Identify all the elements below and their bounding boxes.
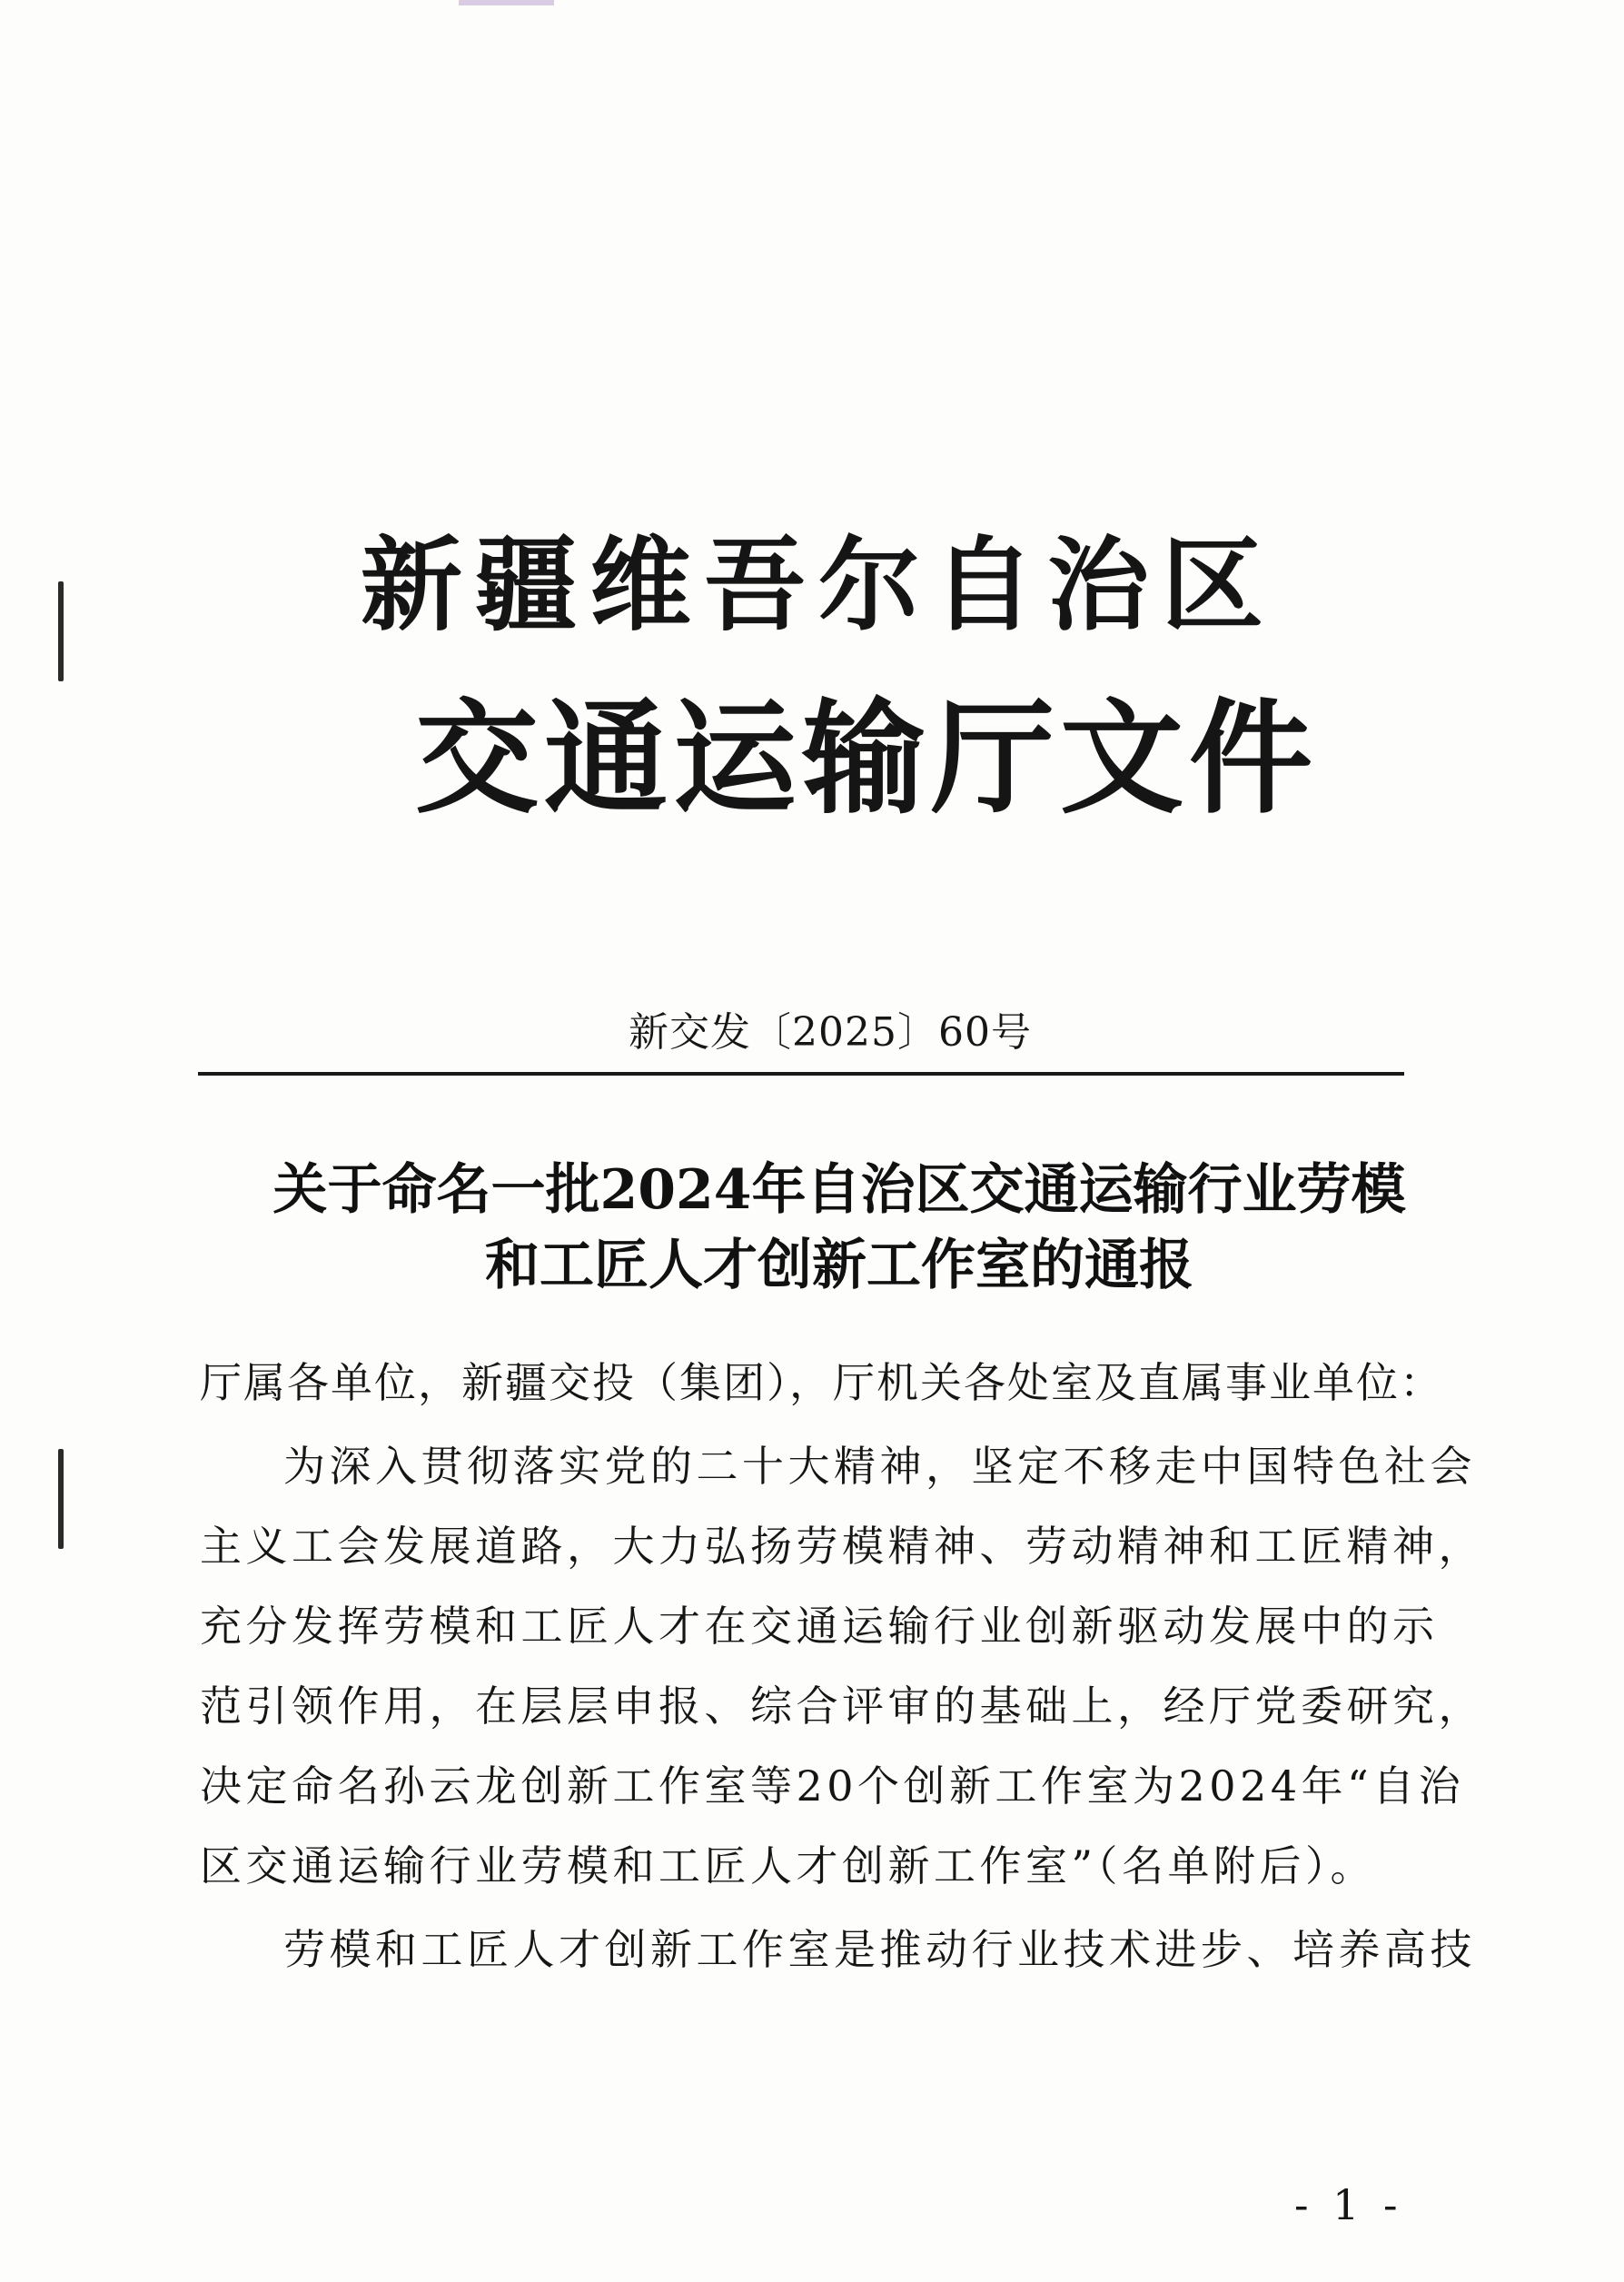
notice-title-line-2: 和工匠人才创新工作室的通报 [485,1234,1193,1297]
salutation: 厅属各单位，新疆交投（集团），厅机关各处室及直属事业单位： [200,1358,1443,1407]
paragraph-1-line-4: 范引领作用，在层层申报、综合评审的基础上，经厅党委研究， [200,1682,1484,1731]
issuer-line-2: 交通运输厅文件 [415,686,1318,831]
paragraph-1-line-5: 决定命名孙云龙创新工作室等20个创新工作室为2024年“自治 [200,1761,1465,1811]
paragraph-1-line-2: 主义工会发展道路，大力弘扬劳模精神、劳动精神和工匠精神， [200,1522,1484,1571]
paragraph-1-line-3: 充分发挥劳模和工匠人才在交通运输行业创新驱动发展中的示 [200,1602,1439,1651]
staple-mark-bottom [58,1449,64,1549]
paragraph-2-line-1: 劳模和工匠人才创新工作室是推动行业技术进步、培养高技 [283,1925,1476,1974]
notice-title-line-1: 关于命名一批2024年自治区交通运输行业劳模 [272,1158,1406,1222]
paragraph-1-line-1: 为深入贯彻落实党的二十大精神，坚定不移走中国特色社会 [283,1442,1476,1491]
scan-artifact [459,0,554,5]
header-rule [198,1072,1404,1076]
page-number: - 1 - [1294,2180,1403,2229]
issuer-line-1: 新疆维吾尔自治区 [361,526,1276,645]
paragraph-1-line-6: 区交通运输行业劳模和工匠人才创新工作室”（名单附后）。 [200,1841,1377,1890]
document-number: 新交发〔2025〕60号 [629,1009,1032,1056]
